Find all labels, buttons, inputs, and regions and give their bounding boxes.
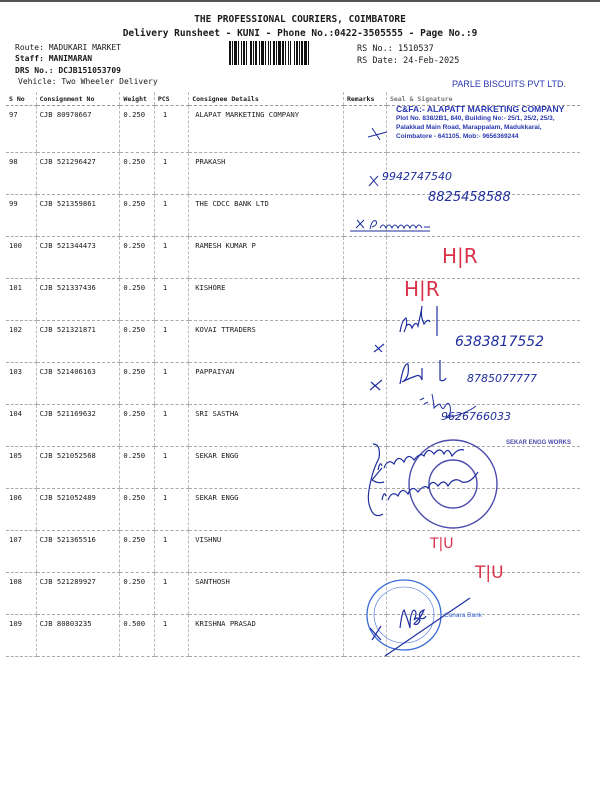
table-row <box>6 321 580 363</box>
consignee-cell: SEKAR ENGG <box>189 489 344 531</box>
vehicle-value: Two Wheeler Delivery <box>61 77 158 86</box>
sno-cell: 100 <box>6 237 36 279</box>
remarks-cell <box>343 321 386 363</box>
hold-return-mark-100: H|R <box>442 244 478 268</box>
consignee-cell: KISHORE <box>189 279 344 321</box>
table-row <box>6 615 580 657</box>
remarks-cell <box>343 447 386 489</box>
sno-cell: 109 <box>6 615 36 657</box>
consignee-cell: ALAPAT MARKETING COMPANY <box>189 106 344 153</box>
rs-number <box>357 44 434 54</box>
weight-cell: 0.250 <box>120 573 154 615</box>
hold-return-mark-101: H|R <box>404 277 440 301</box>
col-consignment-no: Consignment No <box>36 92 120 106</box>
col-consignee-details: Consignee Details <box>189 92 344 106</box>
pcs-cell: 1 <box>154 615 188 657</box>
consignee-cell: THE CDCC BANK LTD <box>189 195 344 237</box>
sno-cell: 97 <box>6 106 36 153</box>
remarks-cell <box>343 363 386 405</box>
remarks-cell <box>343 489 386 531</box>
stamp-alapat-line3: Plot No. 838/2B1, 840, Building No:- 25/1, 25/2, 25/3, <box>396 115 555 122</box>
table-row <box>6 531 580 573</box>
drs-line <box>15 66 121 75</box>
weight-cell: 0.250 <box>120 321 154 363</box>
barcode <box>229 41 347 65</box>
weight-cell: 0.250 <box>120 106 154 153</box>
consignment-no-cell: CJB 521365516 <box>36 531 120 573</box>
stamp-alapat-line4: Palakkad Main Road, Marappalam, Madukkarai, <box>396 124 542 131</box>
seal-signature-cell <box>386 279 580 321</box>
route-value: MADUKARI MARKET <box>48 43 121 52</box>
remarks-cell <box>343 573 386 615</box>
sno-cell: 107 <box>6 531 36 573</box>
table-row <box>6 195 580 237</box>
pcs-cell: 1 <box>154 237 188 279</box>
stamp-alapat-line1: PARLE BISCUITS PVT LTD. <box>452 79 567 89</box>
seal-signature-cell <box>386 573 580 615</box>
remarks-cell <box>343 279 386 321</box>
col-pcs: PCS <box>154 92 188 106</box>
weight-cell: 0.250 <box>120 195 154 237</box>
weight-cell: 0.250 <box>120 237 154 279</box>
table-row <box>6 363 580 405</box>
sno-cell: 103 <box>6 363 36 405</box>
consignment-no-cell: CJB 521406163 <box>36 363 120 405</box>
weight-cell: 0.250 <box>120 405 154 447</box>
pcs-cell: 1 <box>154 363 188 405</box>
vehicle-label: Vehicle: <box>18 77 57 86</box>
pcs-cell: 1 <box>154 279 188 321</box>
pcs-cell: 1 <box>154 447 188 489</box>
staff-line <box>15 54 92 63</box>
weight-cell: 0.250 <box>120 489 154 531</box>
consignment-no-cell: CJB 521344473 <box>36 237 120 279</box>
weight-cell: 0.250 <box>120 531 154 573</box>
col-sno: S No <box>6 92 36 106</box>
handwritten-phone-98: 9942747540 <box>382 170 452 183</box>
table-row <box>6 573 580 615</box>
consignment-no-cell: CJB 521296427 <box>36 153 120 195</box>
remarks-cell <box>343 405 386 447</box>
remarks-cell <box>343 153 386 195</box>
remarks-cell <box>343 237 386 279</box>
staff-value: MANIMARAN <box>48 54 93 63</box>
seal-signature-cell <box>386 321 580 363</box>
seal-signature-cell <box>386 153 580 195</box>
vehicle-line <box>18 77 158 86</box>
pcs-cell: 1 <box>154 405 188 447</box>
sno-cell: 105 <box>6 447 36 489</box>
consignment-no-cell: CJB 80803235 <box>36 615 120 657</box>
consignment-no-cell: CJB 521289927 <box>36 573 120 615</box>
pcs-cell: 1 <box>154 573 188 615</box>
sno-cell: 98 <box>6 153 36 195</box>
consignee-cell: PRAKASH <box>189 153 344 195</box>
runsheet-table <box>6 92 580 657</box>
weight-cell: 0.250 <box>120 363 154 405</box>
table-header-row <box>6 92 580 106</box>
route-line <box>15 43 121 52</box>
handwritten-phone-104: 9626766033 <box>441 410 511 423</box>
table-row <box>6 279 580 321</box>
weight-cell: 0.250 <box>120 279 154 321</box>
pcs-cell: 1 <box>154 321 188 363</box>
consignment-no-cell: CJB 521052489 <box>36 489 120 531</box>
consignee-cell: VISHNU <box>189 531 344 573</box>
weight-cell: 0.250 <box>120 153 154 195</box>
sno-cell: 106 <box>6 489 36 531</box>
seal-signature-cell <box>386 195 580 237</box>
staff-label: Staff: <box>15 54 44 63</box>
weight-cell: 0.250 <box>120 447 154 489</box>
consignment-no-cell: CJB 521321871 <box>36 321 120 363</box>
table-row <box>6 153 580 195</box>
seal-signature-cell <box>386 447 580 489</box>
remarks-cell <box>343 195 386 237</box>
rs-no-label: RS No.: <box>357 44 393 54</box>
consignment-no-cell: CJB 521169632 <box>36 405 120 447</box>
rs-no-value: 1510537 <box>397 44 434 54</box>
pcs-cell: 1 <box>154 106 188 153</box>
remarks-cell <box>343 531 386 573</box>
pcs-cell: 1 <box>154 531 188 573</box>
sno-cell: 102 <box>6 321 36 363</box>
table-row <box>6 237 580 279</box>
drs-label: DRS No.: <box>15 66 54 75</box>
table-row <box>6 489 580 531</box>
pcs-cell: 1 <box>154 489 188 531</box>
consignee-cell: RAMESH KUMAR P <box>189 237 344 279</box>
seal-signature-cell <box>386 489 580 531</box>
sno-cell: 101 <box>6 279 36 321</box>
sno-cell: 108 <box>6 573 36 615</box>
consignee-cell: KOVAI TTRADERS <box>189 321 344 363</box>
seal-signature-cell <box>386 615 580 657</box>
pcs-cell: 1 <box>154 153 188 195</box>
sno-cell: 104 <box>6 405 36 447</box>
stamp-sekar-text: SEKAR ENGG WORKS <box>506 440 572 446</box>
consignee-cell: KRISHNA PRASAD <box>189 615 344 657</box>
consignment-no-cell: CJB 80970667 <box>36 106 120 153</box>
remarks-cell <box>343 106 386 153</box>
table-row <box>6 106 580 153</box>
handwritten-phone-98b: 8825458588 <box>428 190 511 205</box>
col-seal-signature: Seal & Signature <box>386 92 580 106</box>
rs-date <box>357 56 459 66</box>
scan-edge <box>0 0 600 2</box>
consignment-no-cell: CJB 521337436 <box>36 279 120 321</box>
handwritten-phone-103: 8785077777 <box>467 372 537 385</box>
col-remarks: Remarks <box>343 92 386 106</box>
seal-signature-cell <box>386 531 580 573</box>
consignee-cell: SEKAR ENGG <box>189 447 344 489</box>
seal-signature-cell <box>386 363 580 405</box>
weight-cell: 0.500 <box>120 615 154 657</box>
consignment-no-cell: CJB 521359861 <box>36 195 120 237</box>
barcode-bar <box>309 41 311 65</box>
door-locked-mark-107: T|U <box>430 536 454 552</box>
company-title: THE PROFESSIONAL COURIERS, COIMBATORE <box>194 14 406 25</box>
stamp-alapat-line2: C&FA:- ALAPATT MARKETING COMPANY <box>396 104 565 114</box>
stamp-canara-text: Canara Bank <box>444 612 482 619</box>
rs-date-value: 24-Feb-2025 <box>403 56 460 66</box>
remarks-cell <box>343 615 386 657</box>
consignment-no-cell: CJB 521052568 <box>36 447 120 489</box>
stamp-alapat-line5: Coimbatore - 641105. Mob:- 9656369244 <box>396 133 519 140</box>
drs-value: DCJB151053709 <box>58 66 121 75</box>
seal-signature-cell <box>386 405 580 447</box>
route-label: Route: <box>15 43 44 52</box>
door-locked-mark-108: T|U <box>475 563 504 583</box>
sno-cell: 99 <box>6 195 36 237</box>
handwritten-phone-102: 6383817552 <box>455 334 545 350</box>
table-row <box>6 447 580 489</box>
consignee-cell: SANTHOSH <box>189 573 344 615</box>
table-row <box>6 405 580 447</box>
seal-signature-cell <box>386 237 580 279</box>
seal-signature-cell <box>386 106 580 153</box>
consignee-cell: SRI SASTHA <box>189 405 344 447</box>
consignee-cell: PAPPAIYAN <box>189 363 344 405</box>
runsheet-subtitle: Delivery Runsheet - KUNI - Phone No.:0422-3505555 - Page No.:9 <box>122 28 478 39</box>
rs-date-label: RS Date: <box>357 56 398 66</box>
col-weight: Weight <box>120 92 154 106</box>
pcs-cell: 1 <box>154 195 188 237</box>
